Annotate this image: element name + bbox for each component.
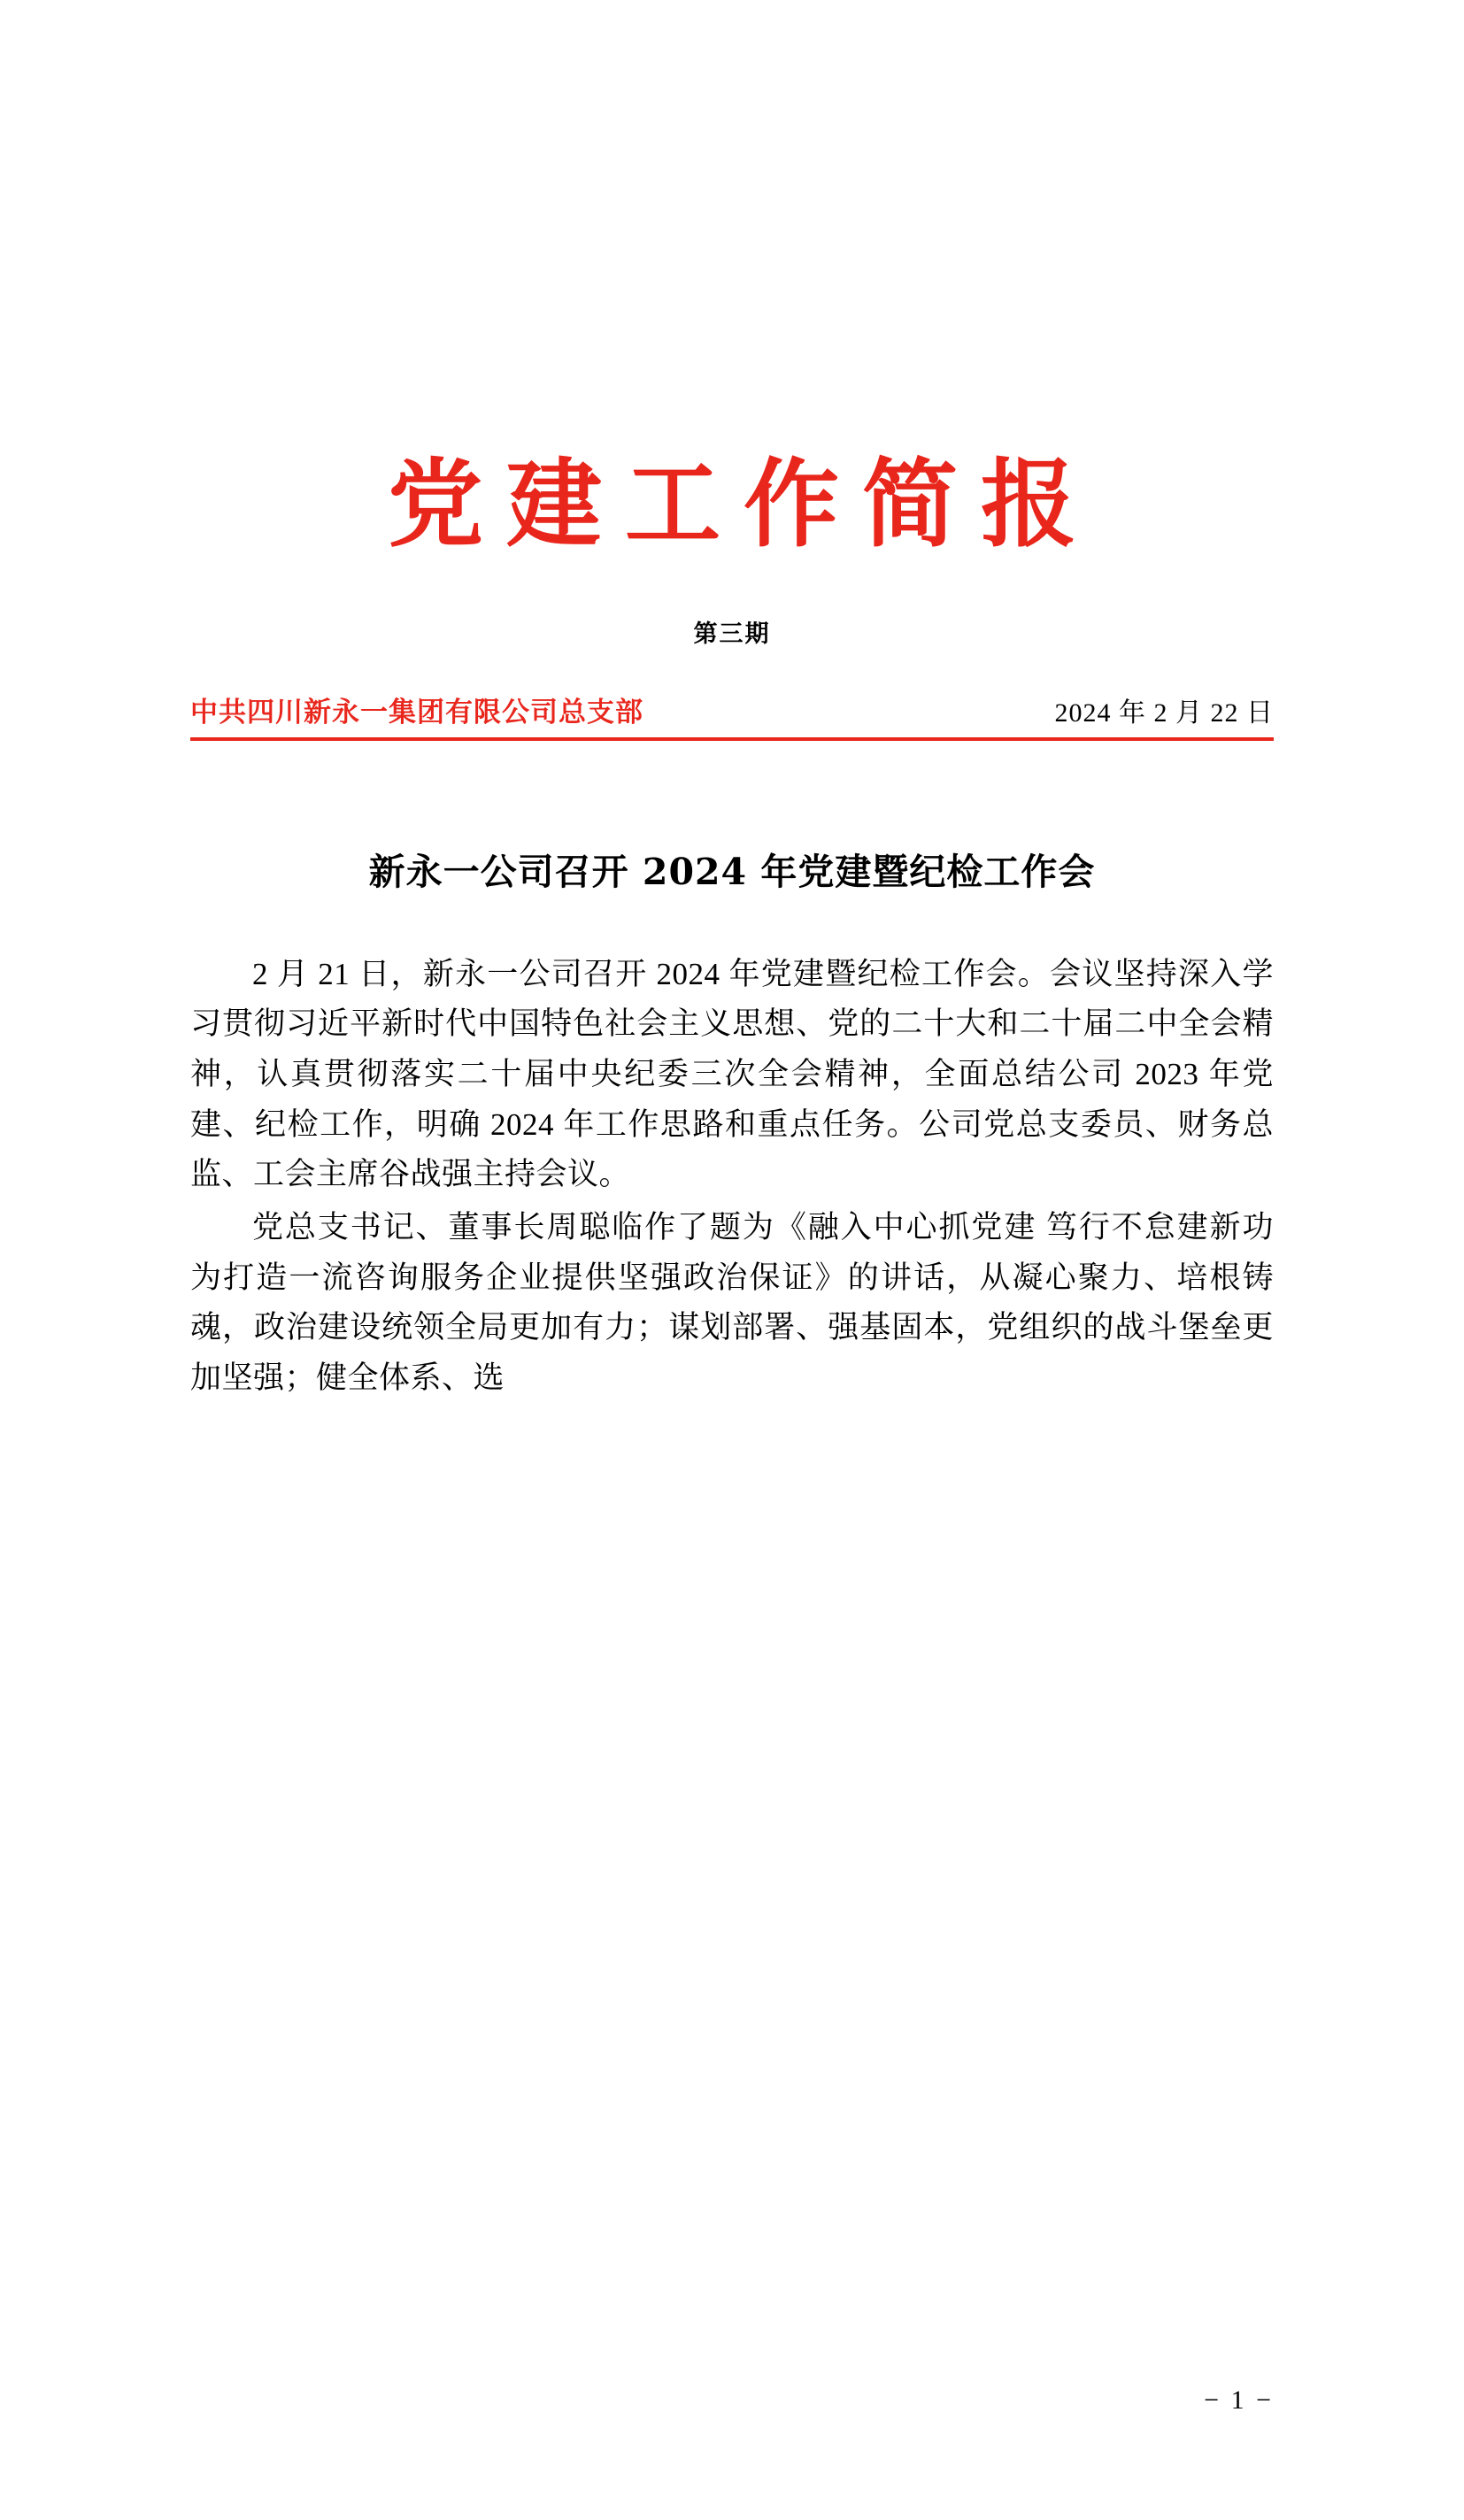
article-paragraph: 2 月 21 日，新永一公司召开 2024 年党建暨纪检工作会。会议坚持深入学习贯彻习近平新时代中国特色社会主义思想、党的二十大和二十届二中全会精神，认真贯彻落实二十届中央纪委三次全会精神，全面总结公司 2023 年党建、纪检工作，明确 2024 年工作思路和重点任务。公司党总支委员、财务总监、工会主席谷战强主持会议。 [190, 956, 1274, 1192]
article-title: 新永一公司召开 2024 年党建暨纪检工作会 [368, 851, 1096, 894]
masthead-organization: 中共四川新永一集团有限公司总支部 [190, 697, 643, 728]
masthead-title: 党建工作简报 [387, 449, 1099, 560]
page-number: − 1 − [1204, 2385, 1274, 2415]
article-paragraph: 党总支书记、董事长周聪临作了题为《融入中心抓党建 笃行不怠建新功 为打造一流咨询服务企业提供坚强政治保证》的讲话，从凝心聚力、培根铸魂，政治建设统领全局更加有力；谋划部署、强基固本，党组织的战斗堡垒更加坚强；健全体系、选 [190, 1210, 1274, 1396]
masthead-meta [190, 690, 1274, 737]
masthead-divider [190, 737, 1274, 741]
masthead-date: 2024 年 2 月 22 日 [1054, 698, 1274, 728]
masthead-issue: 第三期 [693, 620, 771, 648]
article-body [190, 950, 1274, 1404]
document-page [0, 450, 1464, 2520]
